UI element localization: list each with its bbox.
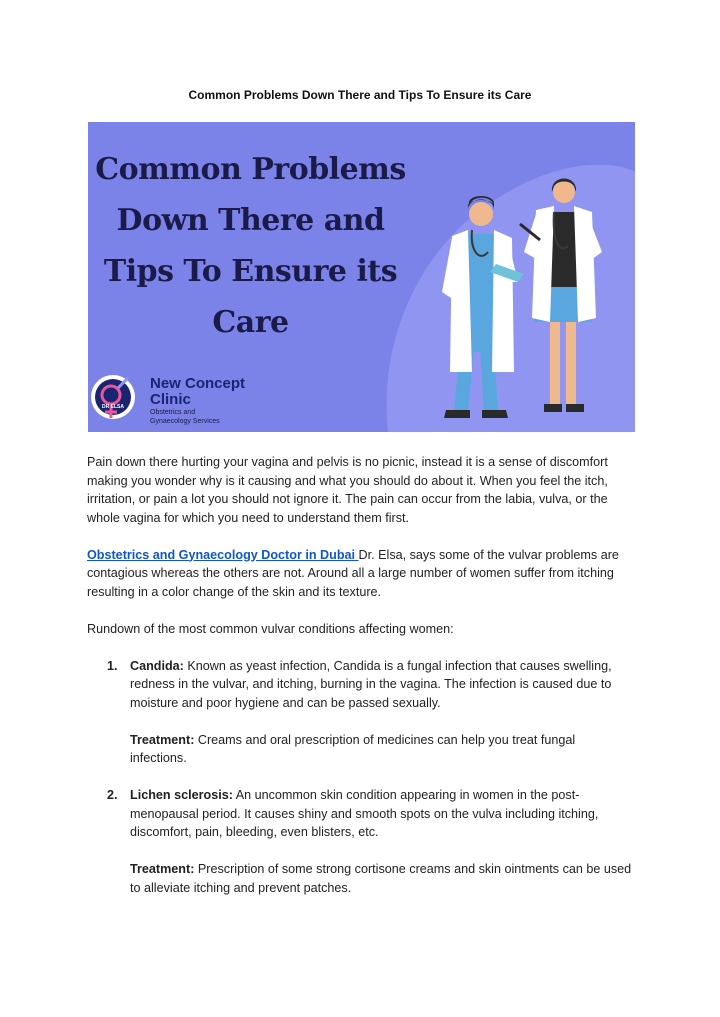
treatment-note [130, 731, 635, 768]
doctor-link[interactable]: Obstetrics and Gynaecology Doctor in Dubai [87, 547, 359, 562]
list-number: 1. [107, 658, 118, 673]
list-number: 2. [107, 788, 118, 802]
condition-term: Lichen sclerosis: [130, 788, 233, 802]
condition-description [130, 657, 635, 713]
treatment-label: Treatment: [130, 862, 195, 876]
gender-symbol-logo [91, 375, 135, 419]
banner-image [88, 122, 635, 432]
rundown-paragraph: Rundown of the most common vulvar conditions affecting women: [87, 621, 454, 636]
banner-heading-line: Down There and [116, 203, 385, 238]
clinic-name-line: New Concept [150, 375, 246, 392]
condition-text: Known as yeast infection, Candida is a fungal infection that causes swelling, redness in the vulvar, and itching, burning in the vagina. The infection is caused due to moisture and poor hygiene and can be passed sexually. [130, 658, 612, 710]
banner-heading-line: Care [212, 305, 289, 340]
banner-heading-line: Tips To Ensure its [103, 254, 398, 289]
treatment-text: Prescription of some strong cortisone creams and skin ointments can be used to alleviate itching and prevent patches. [130, 862, 632, 895]
clinic-name-line: Clinic [150, 391, 191, 408]
banner-heading-line: Common Problems [95, 152, 406, 187]
banner-heading [88, 144, 413, 348]
doctor-paragraph [87, 546, 635, 602]
treatment-note [130, 860, 635, 897]
clinic-subtitle-line: Gynaecology Services [150, 418, 220, 425]
doctor-paragraph-text: Dr. Elsa, says some of the vulvar problems are contagious whereas the others are not. Around all a large number of women suffer from itching resulting in a color change of the skin and its texture. [87, 547, 619, 599]
treatment-text: Creams and oral prescription of medicines can help you treat fungal infections. [130, 732, 576, 765]
logo-dr-tag: DR ELSA [102, 404, 124, 410]
condition-term: Candida: [130, 658, 184, 673]
clinic-logo-text [150, 376, 245, 426]
clinic-subtitle-line: Obstetrics and [150, 409, 196, 416]
condition-description [130, 786, 635, 842]
list-item [87, 657, 635, 768]
article-body [87, 453, 635, 916]
document-title: Common Problems Down There and Tips To Ensure its Care [188, 88, 532, 102]
intro-paragraph: Pain down there hurting your vagina and pelvis is no picnic, instead it is a sense of discomfort making you wonder why is it causing and what you should do about it. When you feel the itch, irritation, or pain a lot you should not ignore it. The pain can occur from the labia, vulva, or the whole vagina for which you need to understand them first. [87, 455, 608, 525]
conditions-list [87, 657, 635, 898]
list-item [87, 786, 635, 897]
condition-text: An uncommon skin condition appearing in women in the post-menopausal period. It causes shiny and smooth spots on the vulva including itching, discomfort, pain, bleeding, even blisters, etc. [130, 788, 599, 839]
treatment-label: Treatment: [130, 732, 195, 747]
